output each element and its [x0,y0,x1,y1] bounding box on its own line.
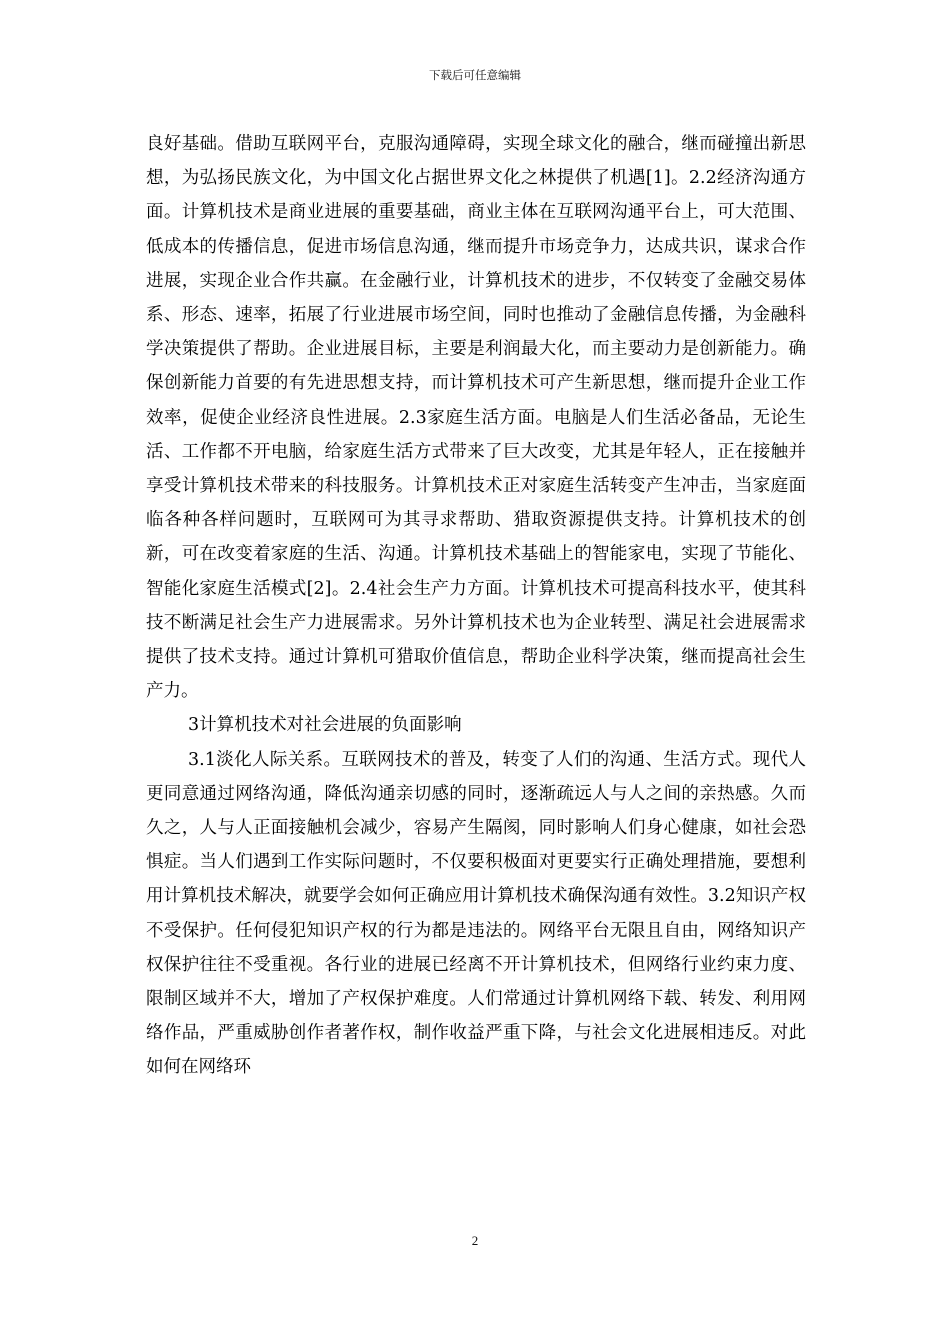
body-text [146,127,806,1085]
paragraph-continued: 良好基础。借助互联网平台，克服沟通障碍，实现全球文化的融合，继而碰撞出新思想，为弘扬民族文化，为中国文化占据世界文化之林提供了机遇[1]。2.2经济沟通方面。计算机技术是商业进展的重要基础，商业主体在互联网沟通平台上，可大范围、低成本的传播信息，促进市场信息沟通，继而提升市场竞争力，达成共识，谋求合作进展，实现企业合作共赢。在金融行业，计算机技术的进步，不仅转变了金融交易体系、形态、速率，拓展了行业进展市场空间，同时也推动了金融信息传播，为金融科学决策提供了帮助。企业进展目标，主要是利润最大化，而主要动力是创新能力。确保创新能力首要的有先进思想支持，而计算机技术可产生新思想，继而提升企业工作效率，促使企业经济良性进展。2.3家庭生活方面。电脑是人们生活必备品，无论生活、工作都不开电脑，给家庭生活方式带来了巨大改变，尤其是年轻人，正在接触并享受计算机技术带来的科技服务。计算机技术正对家庭生活转变产生冲击，当家庭面临各种各样问题时，互联网可为其寻求帮助、猎取资源提供支持。计算机技术的创新，可在改变着家庭的生活、沟通。计算机技术基础上的智能家电，实现了节能化、智能化家庭生活模式[2]。2.4社会生产力方面。计算机技术可提高科技水平，使其科技不断满足社会生产力进展需求。另外计算机技术也为企业转型、满足社会进展需求提供了技术支持。通过计算机可猎取价值信息，帮助企业科学决策，继而提高社会生产力。 [146,134,806,702]
page-number: 2 [471,1233,479,1248]
section-heading: 3计算机技术对社会进展的负面影响 [188,715,462,736]
paragraph: 3.1淡化人际关系。互联网技术的普及，转变了人们的沟通、生活方式。现代人更同意通过网络沟通，降低沟通亲切感的同时，逐渐疏远人与人之间的亲热感。久而久之，人与人正面接触机会减少，容易产生隔阂，同时影响人们身心健康，如社会恐惧症。当人们遇到工作实际问题时，不仅要积极面对更要实行正确处理措施，要想利用计算机技术解决，就要学会如何正确应用计算机技术确保沟通有效性。3.2知识产权不受保护。任何侵犯知识产权的行为都是违法的。网络平台无限且自由，网络知识产权保护往往不受重视。各行业的进展已经离不开计算机技术，但网络行业约束力度、限制区域并不大，增加了产权保护难度。人们常通过计算机网络下载、转发、利用网络作品，严重威胁创作者著作权，制作收益严重下降，与社会文化进展相违反。对此如何在网络环 [146,749,806,1078]
page-header: 下载后可任意编辑 [429,68,521,82]
